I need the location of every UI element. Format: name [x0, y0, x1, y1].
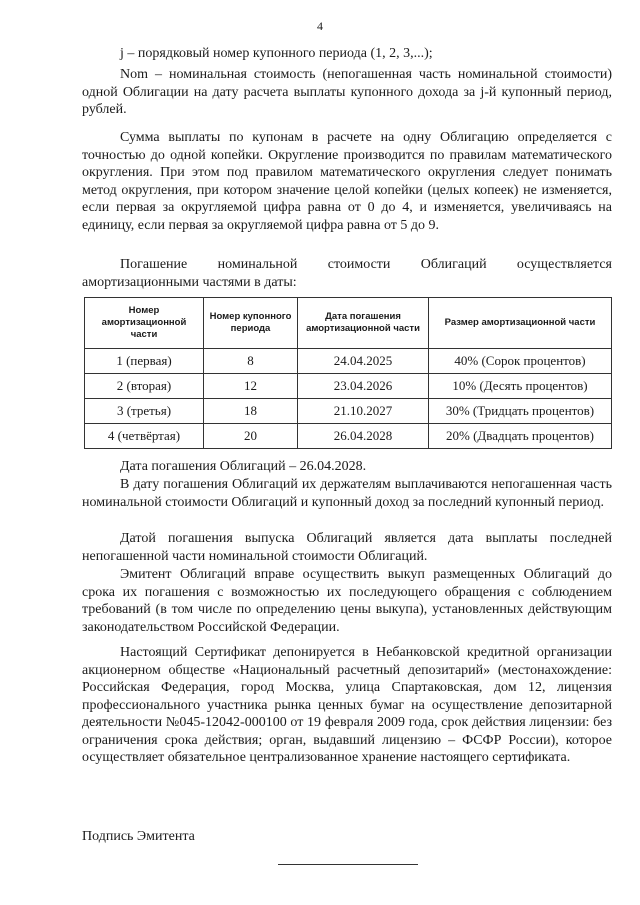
cell-coupon-period: 12 — [204, 374, 298, 399]
cell-coupon-period: 8 — [204, 349, 298, 374]
table-row — [85, 349, 612, 374]
cell-coupon-period: 20 — [204, 424, 298, 449]
header-amortization-size: Размер амортизационной части — [429, 298, 612, 349]
depository-certificate-paragraph: Настоящий Сертификат депонируется в Небанковской кредитной организации акционерном обществе «Национальный расчетный депозитарий» (местонахождение: Российская Федерация, город Москва, улица Спартаковская, дом 12, лицензия профессионального участника рынка ценных бумаг на осуществление депозитарной деятельности №045-12042-000100 от 19 февраля 2009 года, срок действия лицензии: без ограничения срока действия; орган, выдавший лицензию – ФСФР России), которое осуществляет обязательное централизованное хранение настоящего сертификата. — [82, 645, 612, 765]
cell-amortization-size: 40% (Сорок процентов) — [429, 349, 612, 374]
cell-part-number: 4 (четвёртая) — [85, 424, 204, 449]
amortization-intro-paragraph: Погашение номинальной стоимости Облигаций осуществляется амортизационными частями в даты: — [82, 257, 612, 290]
table-row — [85, 424, 612, 449]
page-number: 4 — [317, 19, 323, 33]
holders-payment-paragraph: В дату погашения Облигаций их держателям выплачиваются непогашенная часть номинальной стоимости Облигаций и купонный доход за последний купонный период. — [82, 477, 612, 510]
cell-amortization-size: 10% (Десять процентов) — [429, 374, 612, 399]
cell-coupon-period: 18 — [204, 399, 298, 424]
amortization-schedule-table — [84, 297, 612, 449]
header-repayment-date: Дата погашения амортизационной части — [298, 298, 429, 349]
cell-amortization-size: 20% (Двадцать процентов) — [429, 424, 612, 449]
cell-part-number: 1 (первая) — [85, 349, 204, 374]
header-amortization-part-number: Номер амортизационной части — [85, 298, 204, 349]
cell-part-number: 2 (вторая) — [85, 374, 204, 399]
cell-repayment-date: 26.04.2028 — [298, 424, 429, 449]
table-header-row — [85, 298, 612, 349]
maturity-date-line: Дата погашения Облигаций – 26.04.2028. — [120, 459, 367, 474]
coupon-period-index-definition: j – порядковый номер купонного периода (1, 2, 3,...); — [120, 46, 433, 61]
signature-line — [278, 864, 418, 865]
rounding-rules-paragraph: Сумма выплаты по купонам в расчете на одну Облигацию определяется с точностью до одной копейки. Округление производится по правилам математического округления. При этом под правилом математического округления следует понимать метод округления, при котором значение целой копейки (целых копеек) не изменяется, если первая за округляемой цифра равна от 0 до 4, и изменяется, увеличиваясь на единицу, если первая за округляемой цифра равна от 5 до 9. — [82, 130, 612, 233]
cell-repayment-date: 24.04.2025 — [298, 349, 429, 374]
table-row — [85, 374, 612, 399]
cell-repayment-date: 21.10.2027 — [298, 399, 429, 424]
buyback-paragraph: Эмитент Облигаций вправе осуществить выкуп размещенных Облигаций до срока их погашения с возможностью их последующего обращения с соблюдением требований (в том числе по определению цены выкупа), установленных действующим законодательством Российской Федерации. — [82, 567, 612, 635]
table-row — [85, 399, 612, 424]
cell-repayment-date: 23.04.2026 — [298, 374, 429, 399]
cell-amortization-size: 30% (Тридцать процентов) — [429, 399, 612, 424]
issue-maturity-paragraph: Датой погашения выпуска Облигаций является дата выплаты последней непогашенной части номинальной стоимости Облигаций. — [82, 531, 612, 564]
nominal-value-definition: Nom – номинальная стоимость (непогашенная часть номинальной стоимости) одной Облигации на дату расчета выплаты купонного дохода за j-й купонный период, рублей. — [82, 67, 612, 117]
header-coupon-period-number: Номер купонного периода — [204, 298, 298, 349]
issuer-signature-label: Подпись Эмитента — [82, 829, 195, 844]
cell-part-number: 3 (третья) — [85, 399, 204, 424]
